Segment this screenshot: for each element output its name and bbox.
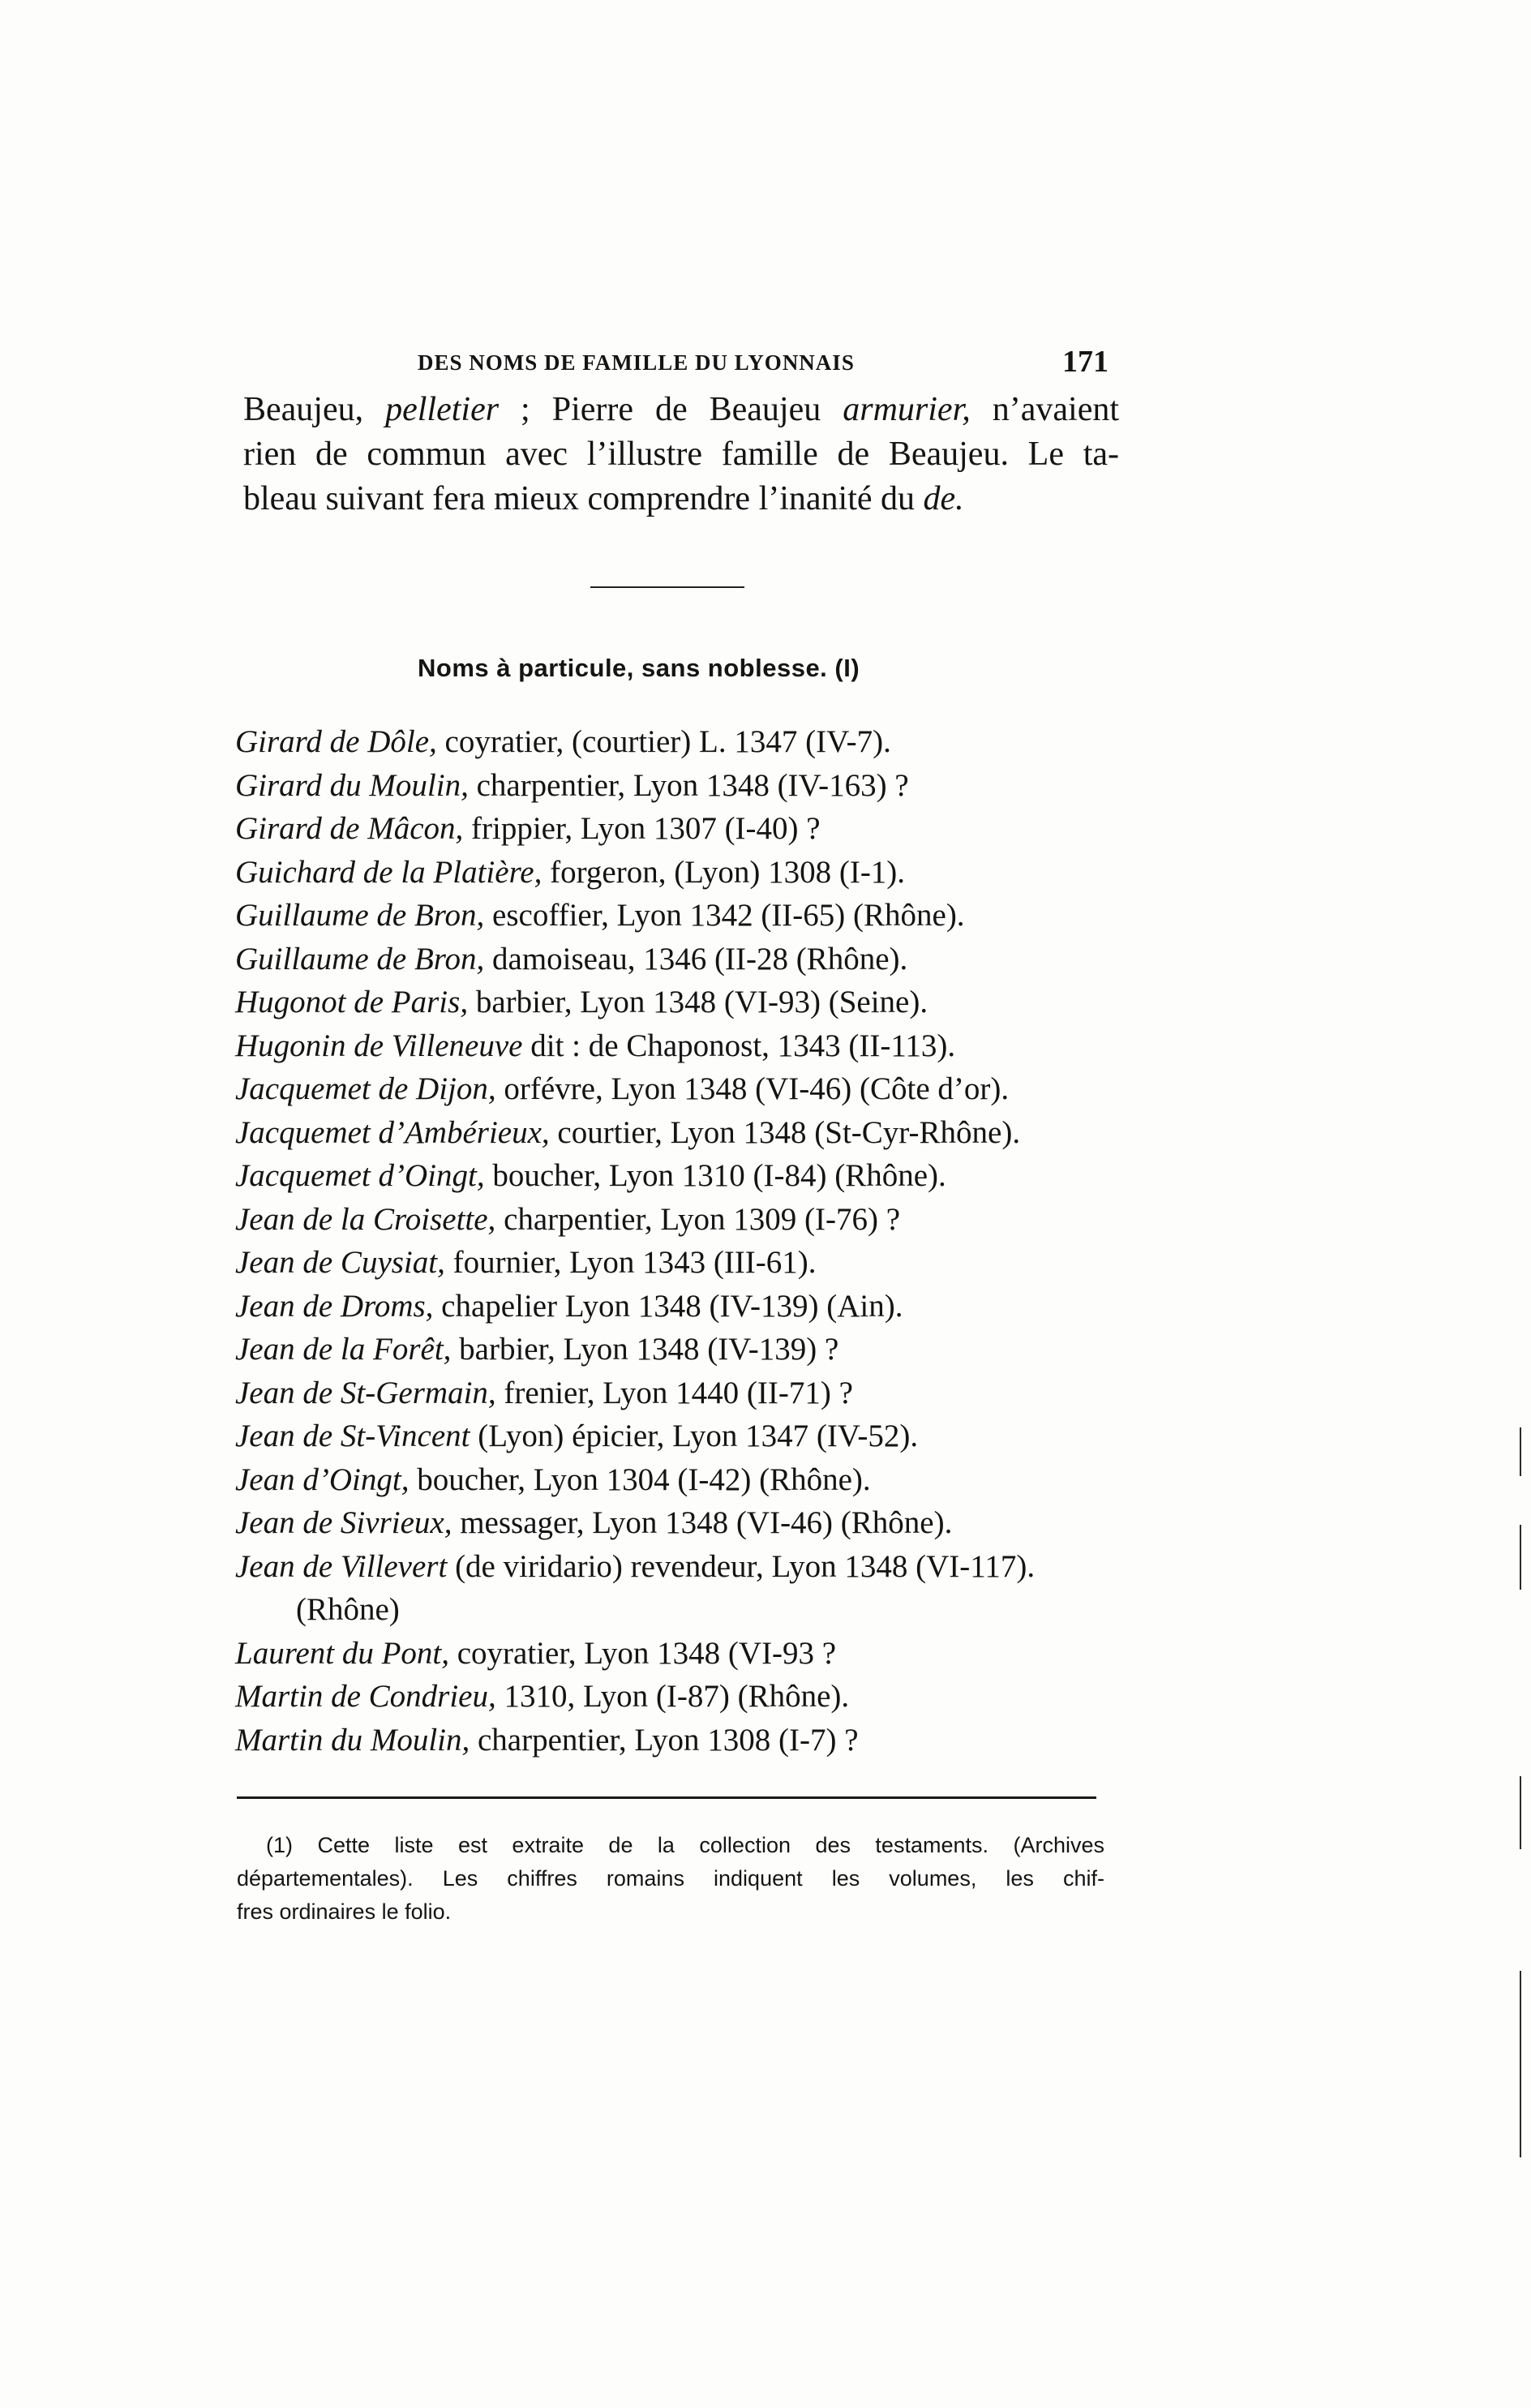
list-item — [235, 1719, 1135, 1762]
entry-details: barbier, Lyon 1348 (VI-93) (Seine). — [468, 985, 928, 1019]
entry-name: Girard de Dôle, — [235, 724, 437, 759]
intro-text: ; Pierre de Beaujeu — [499, 391, 843, 428]
entry-name: Jean de St-Vincent — [235, 1419, 470, 1453]
list-item — [235, 807, 1135, 851]
entry-details: orfévre, Lyon 1348 (VI-46) (Côte d’or). — [495, 1071, 1010, 1106]
intro-line-1 — [243, 388, 1119, 432]
entry-details: frenier, Lyon 1440 (II-71) ? — [495, 1375, 853, 1410]
list-item — [235, 1588, 1135, 1632]
list-item — [235, 1458, 1135, 1502]
entry-name: Jean de Cuysiat, — [235, 1245, 445, 1280]
scan-edge-mark — [1520, 1525, 1521, 1590]
list-item — [235, 1545, 1135, 1589]
running-title: DES NOMS DE FAMILLE DU LYONNAIS — [418, 350, 855, 375]
footnote-line: (1) Cette liste est extraite de la collection des testaments. (Archives — [266, 1833, 1104, 1857]
entry-details: (Rhône) — [296, 1592, 400, 1627]
entry-details: (de viridario) revendeur, Lyon 1348 (VI-117). — [447, 1548, 1036, 1584]
entry-name: Jacquemet de Dijon, — [235, 1071, 496, 1106]
entry-name: Jacquemet d’Oingt, — [235, 1158, 485, 1193]
entry-name: Martin du Moulin, — [235, 1722, 470, 1758]
entry-name: Jean de Villevert — [235, 1548, 448, 1584]
entry-name: Guichard de la Platière, — [235, 854, 542, 890]
list-item — [235, 851, 1135, 895]
entry-name: Jean de Sivrieux, — [235, 1505, 452, 1540]
entry-details: dit : de Chaponost, 1343 (II-113). — [522, 1028, 956, 1063]
entry-name: Jean de la Croisette, — [235, 1201, 496, 1237]
list-item — [235, 1241, 1135, 1285]
entry-name: Guillaume de Bron, — [235, 898, 485, 933]
entry-details: (Lyon) épicier, Lyon 1347 (IV-52). — [470, 1419, 919, 1453]
list-item — [235, 1067, 1135, 1111]
entry-details: damoiseau, 1346 (II-28 (Rhône). — [484, 941, 908, 977]
section-divider — [590, 586, 744, 588]
list-item — [235, 1501, 1135, 1545]
page-number: 171 — [1062, 345, 1109, 379]
list-item — [235, 1154, 1135, 1198]
list-item — [235, 981, 1135, 1024]
entry-details: escoffier, Lyon 1342 (II-65) (Rhône). — [484, 898, 965, 933]
intro-line-2: rien de commun avec l’illustre famille de Beaujeu. Le ta- — [243, 436, 1119, 473]
section-heading: Noms à particule, sans noblesse. (I) — [418, 654, 860, 682]
intro-text: n’avaient — [970, 391, 1120, 428]
entry-details: charpentier, Lyon 1348 (IV-163) ? — [468, 767, 909, 803]
list-item — [235, 1198, 1135, 1242]
list-item — [235, 1414, 1135, 1458]
scan-edge-mark — [1520, 1427, 1521, 1476]
footnote-rule — [237, 1796, 1096, 1799]
list-item — [235, 1111, 1135, 1155]
list-item — [235, 1371, 1135, 1415]
list-item — [235, 894, 1135, 938]
entry-details: forgeron, (Lyon) 1308 (I-1). — [542, 854, 906, 890]
list-item — [235, 764, 1135, 808]
entry-name: Jean de St-Germain, — [235, 1375, 496, 1410]
intro-text: bleau suivant fera mieux comprendre l’inanité du — [243, 480, 924, 517]
entry-details: coyratier, Lyon 1348 (VI-93 ? — [448, 1635, 837, 1671]
intro-text: Beaujeu, — [243, 391, 386, 428]
intro-italic-term: pelletier — [385, 391, 500, 428]
name-list — [235, 720, 1135, 1762]
entry-details: charpentier, Lyon 1308 (I-7) ? — [470, 1722, 859, 1758]
list-item — [235, 1024, 1135, 1068]
list-item — [235, 1675, 1135, 1719]
entry-details: 1310, Lyon (I-87) (Rhône). — [495, 1679, 850, 1714]
entry-details: courtier, Lyon 1348 (St-Cyr-Rhône). — [549, 1114, 1021, 1150]
entry-details: fournier, Lyon 1343 (III-61). — [444, 1245, 817, 1280]
entry-name: Hugonin de Villeneuve — [235, 1028, 523, 1063]
intro-paragraph — [243, 388, 1119, 522]
intro-italic-term: armurier, — [843, 391, 971, 428]
entry-details: messager, Lyon 1348 (VI-46) (Rhône). — [452, 1505, 953, 1540]
entry-name: Jean de la Forêt, — [235, 1332, 452, 1367]
list-item — [235, 1632, 1135, 1676]
intro-line-3 — [243, 477, 1119, 522]
entry-name: Jean d’Oingt, — [235, 1462, 410, 1497]
entry-name: Hugonot de Paris, — [235, 985, 469, 1019]
footnote-line: départementales). Les chiffres romains indiquent les volumes, les chif- — [237, 1866, 1104, 1891]
entry-name: Jacquemet d’Ambérieux, — [235, 1114, 550, 1150]
entry-details: barbier, Lyon 1348 (IV-139) ? — [451, 1332, 839, 1367]
entry-name: Laurent du Pont, — [235, 1635, 449, 1671]
entry-name: Jean de Droms, — [235, 1288, 434, 1324]
list-item — [235, 720, 1135, 764]
entry-details: frippier, Lyon 1307 (I-40) ? — [463, 811, 821, 846]
list-item — [235, 938, 1135, 981]
scan-edge-mark — [1520, 1971, 1521, 2157]
entry-name: Girard du Moulin, — [235, 767, 469, 803]
footnote — [237, 1829, 1104, 1929]
entry-name: Girard de Mâcon, — [235, 811, 464, 846]
list-item — [235, 1285, 1135, 1328]
entry-name: Guillaume de Bron, — [235, 941, 485, 977]
intro-italic-term: de. — [923, 480, 964, 517]
list-item — [235, 1328, 1135, 1371]
entry-details: coyratier, (courtier) L. 1347 (IV-7). — [436, 724, 891, 759]
entry-details: boucher, Lyon 1304 (I-42) (Rhône). — [409, 1462, 871, 1497]
entry-details: chapelier Lyon 1348 (IV-139) (Ain). — [433, 1288, 903, 1324]
scan-edge-mark — [1520, 1776, 1521, 1849]
entry-details: charpentier, Lyon 1309 (I-76) ? — [495, 1201, 901, 1237]
entry-name: Martin de Condrieu, — [235, 1679, 496, 1714]
footnote-line: fres ordinaires le folio. — [237, 1899, 452, 1924]
entry-details: boucher, Lyon 1310 (I-84) (Rhône). — [484, 1158, 946, 1193]
